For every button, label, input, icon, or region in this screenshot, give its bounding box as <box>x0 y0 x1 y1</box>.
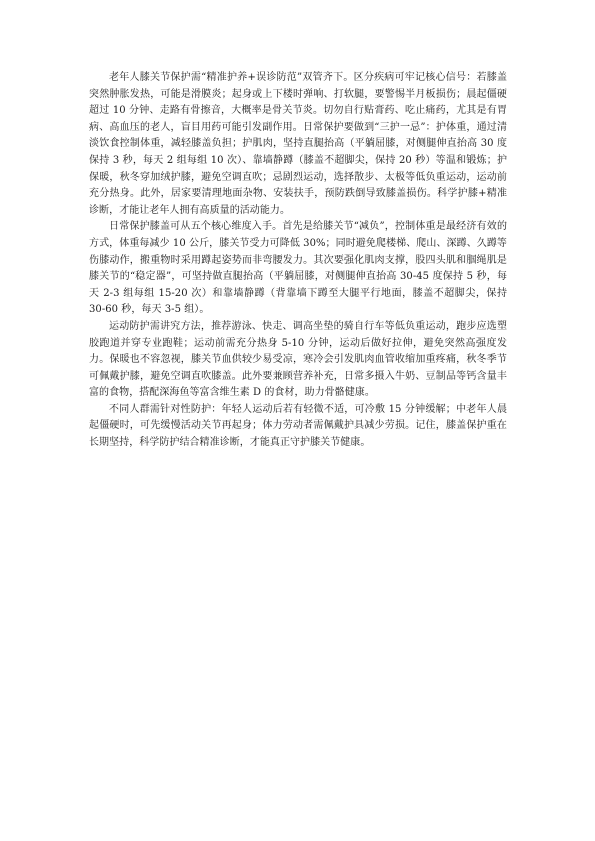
paragraph-knee-care-overview: 老年人膝关节保护需“精准护养+误诊防范”双管齐下。区分疾病可牢记核心信号：若膝盖突然肿胀发热，可能是滑膜炎；起身或上下楼时弹响、打软腿，要警惕半月板损伤；晨起僵硬超过 10 分钟、走路有骨擦音，大概率是骨关节炎。切勿自行贴膏药、吃止痛药，尤其是有胃病、高血压的老人，盲目用药可能引发副作用。日常保护要做到“三护一忌”：护体重，通过清淡饮食控制体重，减轻膝盖负担；护肌肉，坚持直腿抬高（平躺屈膝，对侧腿伸直抬高 30 度保持 3 秒，每天 2 组每组 10 次）、靠墙静蹲（膝盖不超脚尖，保持 20 秒）等温和锻炼；护保暖，秋冬穿加绒护膝，避免空调直吹；忌剧烈运动，选择散步、太极等低负重运动，运动前充分热身。此外，居家要清理地面杂物、安装扶手，预防跌倒导致膝盖损伤。科学护膝+精准诊断，才能让老年人拥有高质量的活动能力。 <box>89 72 507 216</box>
paragraph-exercise-warmth-nutrition: 运动防护需讲究方法，推荐游泳、快走、调高坐垫的骑自行车等低负重运动，跑步应选塑胶跑道并穿专业跑鞋；运动前需充分热身 5-10 分钟，运动后做好拉伸，避免突然高强度发力。保暖也不容忽视，膝关节血供较少易受凉，寒冷会引发肌肉血管收缩加重疼痛，秋冬季节可佩戴护膝，避免空调直吹膝盖。此外要兼顾营养补充，日常多摄入牛奶、豆制品等钙含量丰富的食物，搭配深海鱼等富含维生素 D 的食材，助力骨骼健康。 <box>89 320 507 399</box>
document-body <box>89 70 507 452</box>
paragraph-five-dimensions: 日常保护膝盖可从五个核心维度入手。首先是给膝关节“减负”，控制体重是最经济有效的方式，体重每减少 10 公斤，膝关节受力可降低 30%；同时避免爬楼梯、爬山、深蹲、久蹲等伤膝动作，搬重物时采用蹲起姿势而非弯腰发力。其次要强化肌肉支撑，股四头肌和腘绳肌是膝关节的“稳定器”，可坚持做直腿抬高（平躺屈膝，对侧腿伸直抬高 30-45 度保持 5 秒，每天 2-3 组每组 15-20 次）和靠墙静蹲（背靠墙下蹲至大腿平行地面，膝盖不超脚尖，保持 30-60 秒，每天 3-5 组）。 <box>89 221 507 316</box>
paragraph-population-specific: 不同人群需针对性防护：年轻人运动后若有轻微不适，可冷敷 15 分钟缓解；中老年人晨起僵硬时，可先缓慢活动关节再起身；体力劳动者需佩戴护具减少劳损。记住，膝盖保护重在长期坚持，科学防护结合精准诊断，才能真正守护膝关节健康。 <box>89 403 507 449</box>
